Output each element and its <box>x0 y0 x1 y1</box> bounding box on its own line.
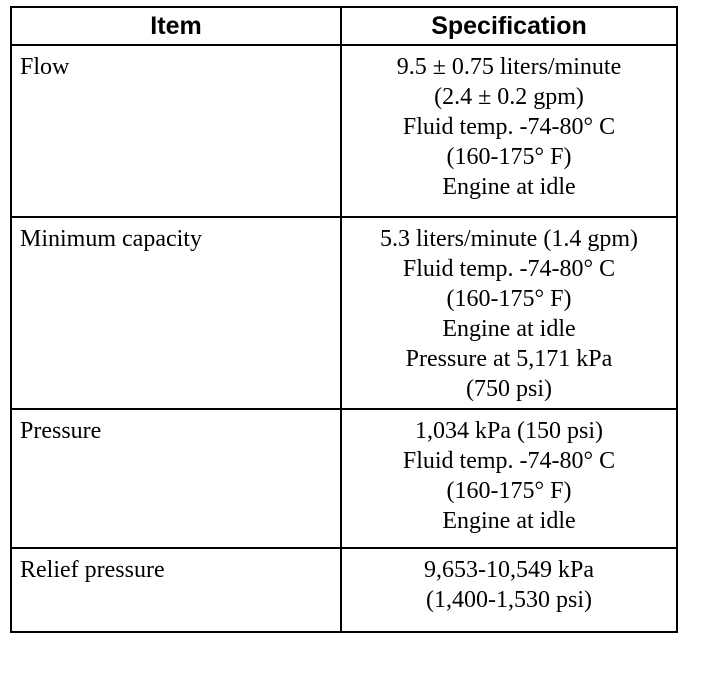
spec-line: (160-175° F) <box>446 286 572 312</box>
spec-line: Engine at idle <box>442 316 576 342</box>
specification-table <box>10 6 678 633</box>
table-row <box>11 45 677 217</box>
table-header-row <box>11 7 677 45</box>
spec-line: Engine at idle <box>442 508 576 534</box>
header-item: Item <box>11 7 341 45</box>
spec-cell <box>341 217 677 409</box>
spec-line: 9,653-10,549 kPa <box>424 557 594 583</box>
spec-line: 9.5 ± 0.75 liters/minute <box>396 54 622 80</box>
item-cell: Pressure <box>11 409 341 548</box>
spec-line: Fluid temp. -74-80° C <box>402 448 616 474</box>
spec-line: Pressure at 5,171 kPa <box>405 346 613 372</box>
spec-line: (160-175° F) <box>446 144 572 170</box>
spec-line: (2.4 ± 0.2 gpm) <box>434 84 584 110</box>
spec-line: 5.3 liters/minute (1.4 gpm) <box>380 226 638 252</box>
spec-cell <box>341 548 677 632</box>
table-row <box>11 548 677 632</box>
table-row <box>11 409 677 548</box>
spec-cell <box>341 409 677 548</box>
spec-line: (750 psi) <box>466 376 552 402</box>
spec-line: (1,400-1,530 psi) <box>426 587 592 613</box>
item-cell: Flow <box>11 45 341 217</box>
item-cell: Minimum capacity <box>11 217 341 409</box>
spec-line: Engine at idle <box>442 174 576 200</box>
spec-line: 1,034 kPa (150 psi) <box>415 418 603 444</box>
spec-line: Fluid temp. -74-80° C <box>402 114 616 140</box>
header-specification: Specification <box>341 7 677 45</box>
table-row <box>11 217 677 409</box>
spec-line: (160-175° F) <box>446 478 572 504</box>
item-cell: Relief pressure <box>11 548 341 632</box>
spec-line: Fluid temp. -74-80° C <box>402 256 616 282</box>
spec-cell <box>341 45 677 217</box>
